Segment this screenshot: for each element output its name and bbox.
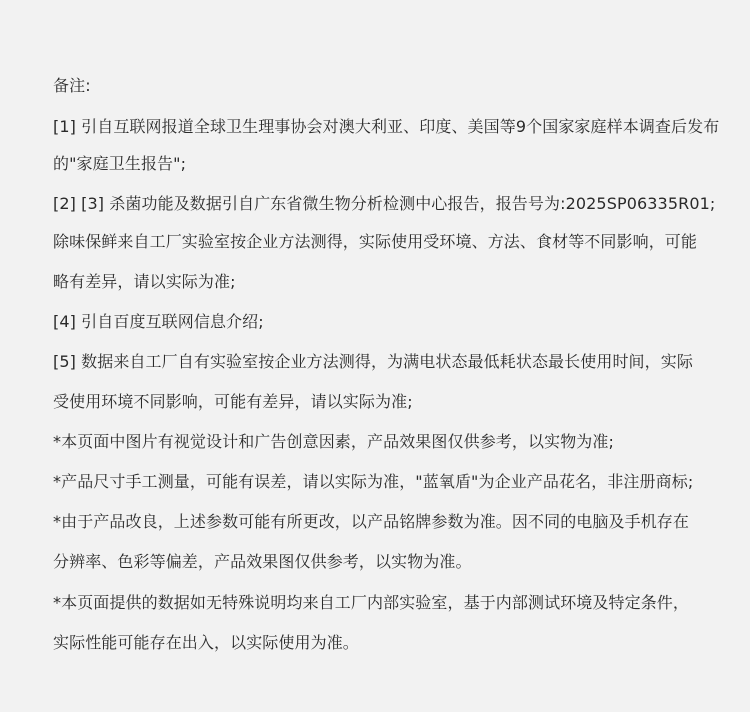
note-line: *由于产品改良，上述参数可能有所更改，以产品铭牌参数为准。因不同的电脑及手机存在: [53, 512, 690, 531]
note-line: [2] [3] 杀菌功能及数据引自广东省微生物分析检测中心报告，报告号为:2025SP06335R01;: [53, 194, 716, 213]
note-line: *本页面中图片有视觉设计和广告创意因素，产品效果图仅供参考，以实物为准;: [53, 432, 614, 451]
note-line: [1] 引自互联网报道全球卫生理事协会对澳大利亚、印度、美国等9个国家家庭样本调查后发布: [53, 117, 720, 136]
note-line: 除味保鲜来自工厂实验室按企业方法测得，实际使用受环境、方法、食材等不同影响，可能: [53, 232, 698, 251]
note-line: 的"家庭卫生报告";: [53, 154, 187, 173]
note-line: *产品尺寸手工测量，可能有误差，请以实际为准，"蓝氧盾"为企业产品花名，非注册商标;: [53, 472, 694, 491]
notes-title: 备注:: [53, 76, 91, 95]
note-line: *本页面提供的数据如无特殊说明均来自工厂内部实验室，基于内部测试环境及特定条件，: [53, 593, 690, 612]
note-line: 分辨率、色彩等偏差，产品效果图仅供参考，以实物为准。: [53, 552, 472, 571]
note-line: [5] 数据来自工厂自有实验室按企业方法测得，为满电状态最低耗状态最长使用时间，实际: [53, 352, 693, 371]
note-line: [4] 引自百度互联网信息介绍;: [53, 312, 264, 331]
note-line: 略有差异，请以实际为准;: [53, 272, 236, 291]
note-line: 实际性能可能存在出入，以实际使用为准。: [53, 633, 359, 652]
note-line: 受使用环境不同影响，可能有差异，请以实际为准;: [53, 392, 413, 411]
